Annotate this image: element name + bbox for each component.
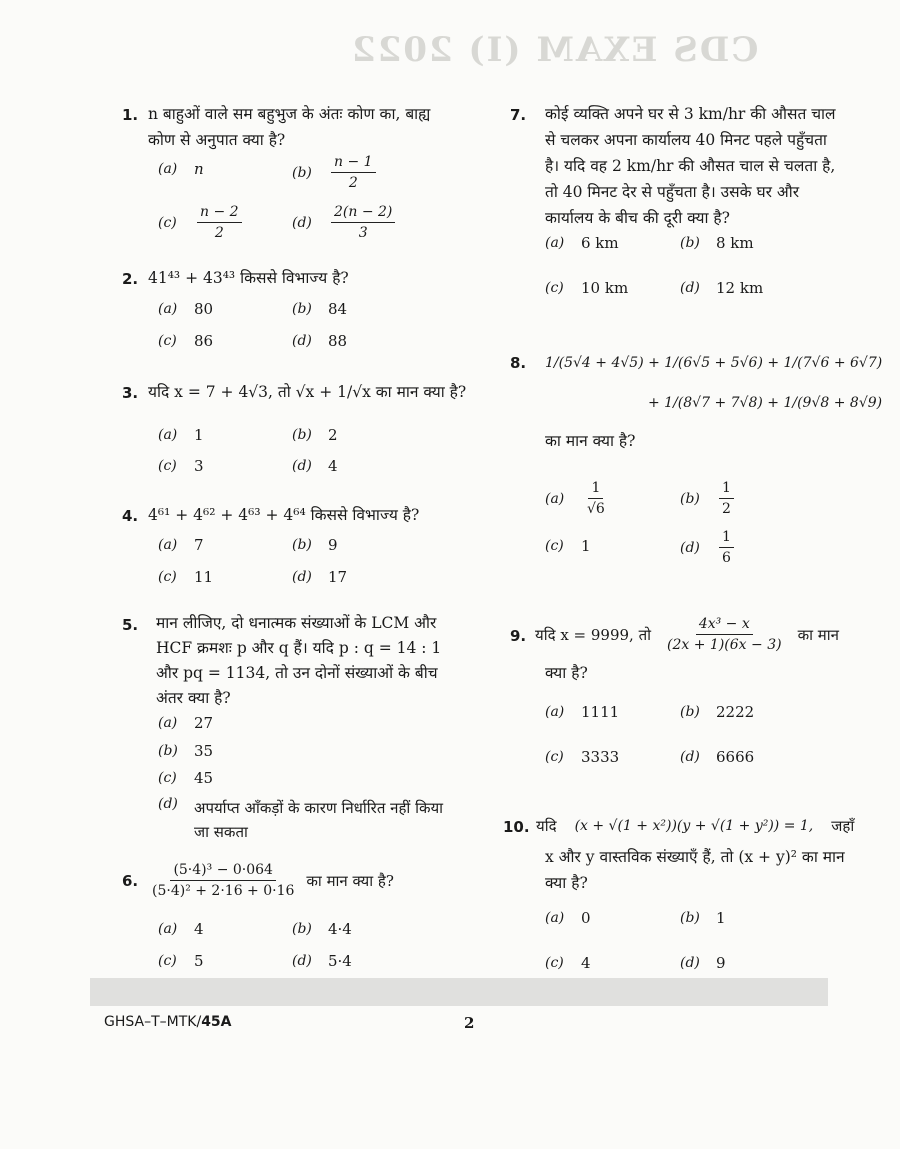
option-value: 9 — [328, 536, 338, 554]
option-a — [158, 920, 204, 938]
question-post: जहाँ — [831, 817, 855, 835]
option-a — [158, 714, 213, 732]
option-label: (c) — [158, 458, 177, 474]
question-expression-line1: 1/(5√4 + 4√5) + 1/(6√5 + 5√6) + 1/(7√6 + 6√7) — [545, 355, 883, 371]
option-label: (d) — [680, 749, 700, 765]
option-label: (b) — [680, 704, 700, 720]
option-value: अपर्याप्त आँकड़ों के कारण निर्धारित नहीं किया जा सकता — [194, 799, 444, 841]
option-value: 2 — [328, 426, 338, 444]
question-text: n बाहुओं वाले सम बहुभुज के अंतः कोण का, बाह्य कोण से अनुपात क्या है? — [148, 105, 431, 149]
option-value: 8 km — [716, 234, 754, 252]
footer-divider-bar — [90, 978, 828, 1006]
option-d — [292, 202, 398, 243]
option-label: (b) — [292, 164, 312, 181]
option-label: (a) — [158, 301, 178, 317]
option-value: 11 — [194, 568, 214, 586]
option-label: (d) — [292, 333, 312, 349]
option-c — [158, 457, 204, 475]
option-label: (c) — [158, 953, 177, 969]
option-d — [680, 954, 726, 972]
option-c — [158, 568, 213, 586]
option-b — [158, 742, 213, 760]
option-b — [292, 152, 379, 193]
question-post: का मान — [797, 625, 839, 644]
option-value: 6666 — [716, 748, 755, 766]
option-value: 9 — [716, 954, 726, 972]
option-label: (a) — [545, 490, 565, 507]
option-c — [158, 769, 213, 787]
question-text-line2: x और y वास्तविक संख्याएँ हैं, तो (x + y)² का मान — [545, 848, 845, 866]
question-number: 5. — [122, 616, 139, 634]
question-expression: (x + √(1 + x²))(y + √(1 + y²)) = 1, — [574, 818, 814, 834]
option-label: (b) — [680, 490, 700, 507]
question-number: 2. — [122, 270, 139, 288]
option-value: 2222 — [716, 703, 755, 721]
fraction: $\frac{n - 2}{2}$ — [197, 202, 242, 243]
option-b — [292, 536, 338, 554]
question-text: कोई व्यक्ति अपने घर से 3 km/hr की औसत चाल से चलकर अपना कार्यालय 40 मिनट पहले पहुँचता है। यदि वह 2 km/hr की औसत चाल से चलता है, तो 40 मिनट देर से पहुँचता है। उसके घर और कार्यालय के बीच की दूरी क्या है? — [545, 105, 836, 227]
option-value: 35 — [194, 742, 214, 760]
option-c — [545, 748, 619, 766]
question-pre: यदि x = 9999, तो — [535, 625, 652, 644]
option-d — [680, 279, 763, 297]
question-text — [146, 860, 394, 901]
question-number: 7. — [510, 106, 527, 124]
option-label: (b) — [292, 301, 312, 317]
option-label: (c) — [158, 333, 177, 349]
page-number: 2 — [464, 1014, 475, 1032]
question-text — [535, 614, 839, 655]
option-value: 5·4 — [328, 952, 352, 970]
option-c — [158, 202, 245, 243]
option-label: (b) — [680, 910, 700, 926]
question-text: मान लीजिए, दो धनात्मक संख्याओं के LCM और HCF क्रमशः p और q हैं। यदि p : q = 14 : 1 और pq = 1134, तो उन दोनों संख्याओं के बीच अंतर क्या है? — [156, 614, 442, 707]
option-label: (d) — [680, 539, 700, 556]
option-value: 4 — [328, 457, 338, 475]
option-b — [292, 426, 338, 444]
fraction: $\frac{1}{6}$ — [719, 527, 734, 568]
option-label: (d) — [680, 280, 700, 296]
question-tail: का मान क्या है? — [306, 871, 394, 890]
fraction: $\frac{2(n - 2)}{3}$ — [331, 202, 395, 243]
fraction: $\frac{1}{2}$ — [719, 478, 734, 519]
option-d — [292, 952, 352, 970]
question-number: 6. — [122, 872, 139, 890]
question-tail: का मान क्या है? — [545, 432, 636, 450]
option-label: (d) — [292, 458, 312, 474]
option-label: (b) — [158, 743, 178, 759]
question-number: 4. — [122, 507, 139, 525]
option-a — [545, 478, 611, 519]
option-value: 1 — [194, 426, 204, 444]
question-number: 8. — [510, 354, 527, 372]
option-value: 45 — [194, 769, 214, 787]
option-b — [680, 478, 737, 519]
option-value: 1 — [581, 537, 591, 555]
option-label: (b) — [292, 921, 312, 937]
option-d — [292, 332, 347, 350]
option-value: 7 — [194, 536, 204, 554]
option-label: (a) — [158, 921, 178, 937]
option-a — [158, 426, 204, 444]
option-label: (b) — [680, 235, 700, 251]
option-value: 10 km — [581, 279, 629, 297]
option-value: 4·4 — [328, 920, 352, 938]
option-b — [292, 300, 347, 318]
option-c — [545, 537, 591, 555]
option-d — [680, 748, 754, 766]
option-label: (a) — [545, 910, 565, 926]
option-a — [545, 234, 619, 252]
option-b — [680, 703, 754, 721]
option-d — [158, 796, 449, 844]
option-label: (d) — [292, 214, 312, 231]
option-value: 4 — [581, 954, 591, 972]
option-c — [545, 954, 591, 972]
option-a — [158, 536, 204, 554]
option-value: 3333 — [581, 748, 620, 766]
option-a — [545, 909, 591, 927]
option-value: 17 — [328, 568, 348, 586]
question-expression-line2: + 1/(8√7 + 7√8) + 1/(9√8 + 8√9) — [648, 395, 883, 411]
option-value: 6 km — [581, 234, 619, 252]
option-d — [680, 527, 737, 568]
question-text: 4⁶¹ + 4⁶² + 4⁶³ + 4⁶⁴ किससे विभाज्य है? — [148, 506, 420, 524]
option-label: (c) — [158, 214, 177, 231]
question-number: 10. — [503, 818, 530, 836]
option-label: (d) — [292, 569, 312, 585]
option-d — [292, 457, 338, 475]
option-label: (d) — [680, 955, 700, 971]
option-label: (a) — [158, 537, 178, 553]
option-value: 3 — [194, 457, 204, 475]
watermark: CDS EXAM (I) 2022 — [350, 30, 759, 70]
option-value: 86 — [194, 332, 214, 350]
option-value: 88 — [328, 332, 348, 350]
question-number: 1. — [122, 106, 139, 124]
option-value: 0 — [581, 909, 591, 927]
question-tail: क्या है? — [545, 664, 588, 682]
option-label: (c) — [545, 955, 564, 971]
option-b — [680, 909, 726, 927]
option-value: 5 — [194, 952, 204, 970]
fraction: $\frac{1}{√6}$ — [587, 480, 605, 517]
question-number: 9. — [510, 627, 527, 645]
option-label: (c) — [545, 538, 564, 554]
option-value: 1111 — [581, 703, 620, 721]
option-a — [158, 160, 204, 178]
question-text — [536, 816, 854, 836]
option-label: (b) — [292, 537, 312, 553]
option-label: (a) — [158, 715, 178, 731]
fraction: $\frac{n - 1}{2}$ — [331, 152, 376, 193]
option-label: (d) — [158, 796, 178, 812]
option-label: (d) — [292, 953, 312, 969]
option-value: n — [194, 160, 204, 178]
option-label: (a) — [158, 427, 178, 443]
option-value: 84 — [328, 300, 348, 318]
question-pre: यदि — [536, 817, 557, 835]
option-d — [292, 568, 347, 586]
paper-code: GHSA–T–MTK/45A — [104, 1014, 232, 1030]
option-label: (a) — [158, 161, 178, 177]
option-label: (b) — [292, 427, 312, 443]
option-label: (a) — [545, 235, 565, 251]
option-a — [545, 703, 619, 721]
option-c — [158, 332, 213, 350]
question-tail: क्या है? — [545, 874, 588, 892]
option-c — [545, 279, 628, 297]
option-value: 27 — [194, 714, 214, 732]
option-label: (c) — [158, 569, 177, 585]
option-c — [158, 952, 204, 970]
fraction: $\frac{\text{(5·4)³ − 0·064}}{\text{(5·4)² + 2·16 + 0·16}}$ — [152, 862, 295, 899]
option-label: (c) — [545, 280, 564, 296]
option-value: 12 km — [716, 279, 764, 297]
option-label: (c) — [545, 749, 564, 765]
option-value: 80 — [194, 300, 214, 318]
option-a — [158, 300, 213, 318]
option-b — [292, 920, 352, 938]
option-label: (a) — [545, 704, 565, 720]
question-number: 3. — [122, 384, 139, 402]
option-label: (c) — [158, 770, 177, 786]
option-value: 1 — [716, 909, 726, 927]
option-value: 4 — [194, 920, 204, 938]
question-text: यदि x = 7 + 4√3, तो √x + 1/√x का मान क्या है? — [148, 383, 467, 401]
fraction: $\frac{\text{4x³ − x}}{(2x + 1)(6x - 3)}$ — [667, 616, 782, 653]
option-b — [680, 234, 754, 252]
question-text: 41⁴³ + 43⁴³ किससे विभाज्य है? — [148, 269, 349, 287]
